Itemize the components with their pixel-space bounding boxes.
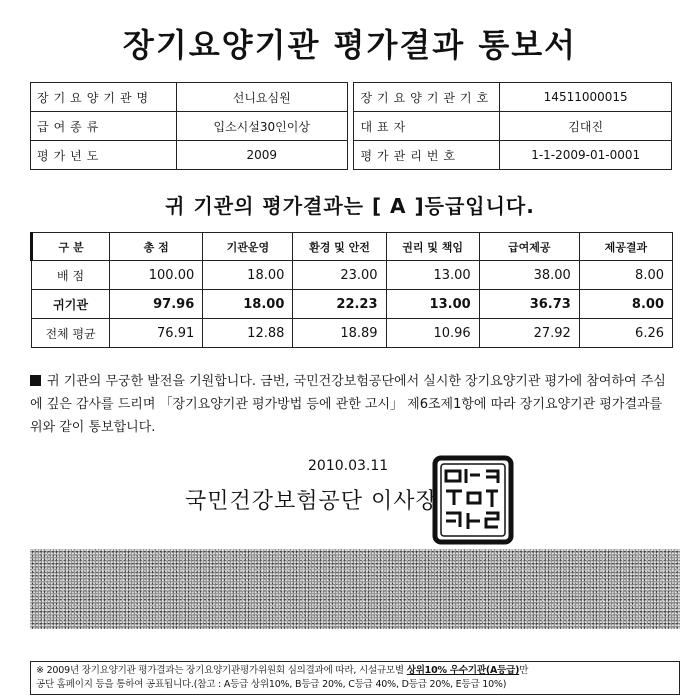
results-row-max-score <box>32 261 673 290</box>
results-header: 권리 및 책임 <box>386 233 479 261</box>
score-cell: 8.00 <box>579 261 672 290</box>
info-label: 급여종류 <box>31 112 177 141</box>
info-gap <box>347 112 354 141</box>
info-gap <box>347 83 354 112</box>
score-cell: 10.96 <box>386 319 479 348</box>
row-label: 배 점 <box>32 261 110 290</box>
footnote-box <box>30 661 680 695</box>
notice-text: 귀 기관의 무궁한 발전을 기원합니다. 금번, 국민건강보험공단에서 실시한 장기요양기관 평가에 참여하여 주심에 깊은 감사를 드리며 「장기요양기관 평가방법 등에 관한 고시」 제6조제1항에 따라 장기요양기관 평가결과를 위와 같이 통보합니다. <box>30 374 666 435</box>
score-cell: 13.00 <box>386 261 479 290</box>
benefit-type-value: 입소시설30인이상 <box>176 112 347 141</box>
score-cell: 22.23 <box>293 290 386 319</box>
document-title: 장기요양기관 평가결과 통보서 <box>122 26 578 64</box>
institution-code-value: 14511000015 <box>500 83 672 112</box>
info-label: 장기요양기관명 <box>31 83 177 112</box>
score-cell: 18.89 <box>293 319 386 348</box>
score-cell: 76.91 <box>110 319 203 348</box>
institution-info-table <box>30 82 672 170</box>
score-cell: 100.00 <box>110 261 203 290</box>
results-header-row <box>32 233 673 261</box>
management-number-value: 1-1-2009-01-0001 <box>500 141 672 170</box>
square-bullet-icon <box>30 375 41 386</box>
score-cell: 8.00 <box>579 290 672 319</box>
score-cell: 36.73 <box>479 290 579 319</box>
footnote-text: 만 <box>519 665 529 676</box>
score-cell: 13.00 <box>386 290 479 319</box>
score-cell: 27.92 <box>479 319 579 348</box>
score-cell: 18.00 <box>203 261 293 290</box>
results-header: 제공결과 <box>579 233 672 261</box>
evaluation-year-value: 2009 <box>176 141 347 170</box>
results-header: 구 분 <box>32 233 110 261</box>
issuing-organization: 국민건강보험공단 이사장 <box>185 489 438 514</box>
score-cell: 18.00 <box>203 290 293 319</box>
noise-pattern-band <box>30 549 680 629</box>
score-cell: 23.00 <box>293 261 386 290</box>
results-header: 기관운영 <box>203 233 293 261</box>
notice-paragraph <box>30 370 675 439</box>
info-row <box>31 141 672 170</box>
official-seal-icon <box>432 455 514 545</box>
score-cell: 38.00 <box>479 261 579 290</box>
results-row-this-institution <box>32 290 673 319</box>
info-label: 평가년도 <box>31 141 177 170</box>
score-cell: 12.88 <box>203 319 293 348</box>
footnote-text: ※ 2009년 장기요양기관 평가결과는 장기요양기관평가위원회 심의결과에 따라, 시설규모별 <box>36 665 407 676</box>
info-gap <box>347 141 354 170</box>
info-label: 대표자 <box>354 112 500 141</box>
footnote-highlight: 상위10% 우수기관(A등급) <box>406 665 520 676</box>
score-cell: 97.96 <box>110 290 203 319</box>
info-label: 평가관리번호 <box>354 141 500 170</box>
info-row <box>31 83 672 112</box>
results-row-overall-average <box>32 319 673 348</box>
representative-value: 김대진 <box>500 112 672 141</box>
results-header: 급여제공 <box>479 233 579 261</box>
results-table <box>30 232 673 348</box>
grade-headline: 귀 기관의 평가결과는 [ A ]등급입니다. <box>165 194 535 218</box>
footnote-text: 공단 홈페이지 등을 통하여 공표됩니다.(참고 : A등급 상위10%, B등급 20%, C등급 40%, D등급 20%, E등급 10%) <box>36 679 507 690</box>
info-row <box>31 112 672 141</box>
issue-date: 2010.03.11 <box>308 458 389 474</box>
info-label: 장기요양기관기호 <box>354 83 500 112</box>
results-header: 총 점 <box>110 233 203 261</box>
results-header: 환경 및 안전 <box>293 233 386 261</box>
row-label: 귀기관 <box>32 290 110 319</box>
score-cell: 6.26 <box>579 319 672 348</box>
institution-name-value: 선니요심원 <box>176 83 347 112</box>
row-label: 전체 평균 <box>32 319 110 348</box>
